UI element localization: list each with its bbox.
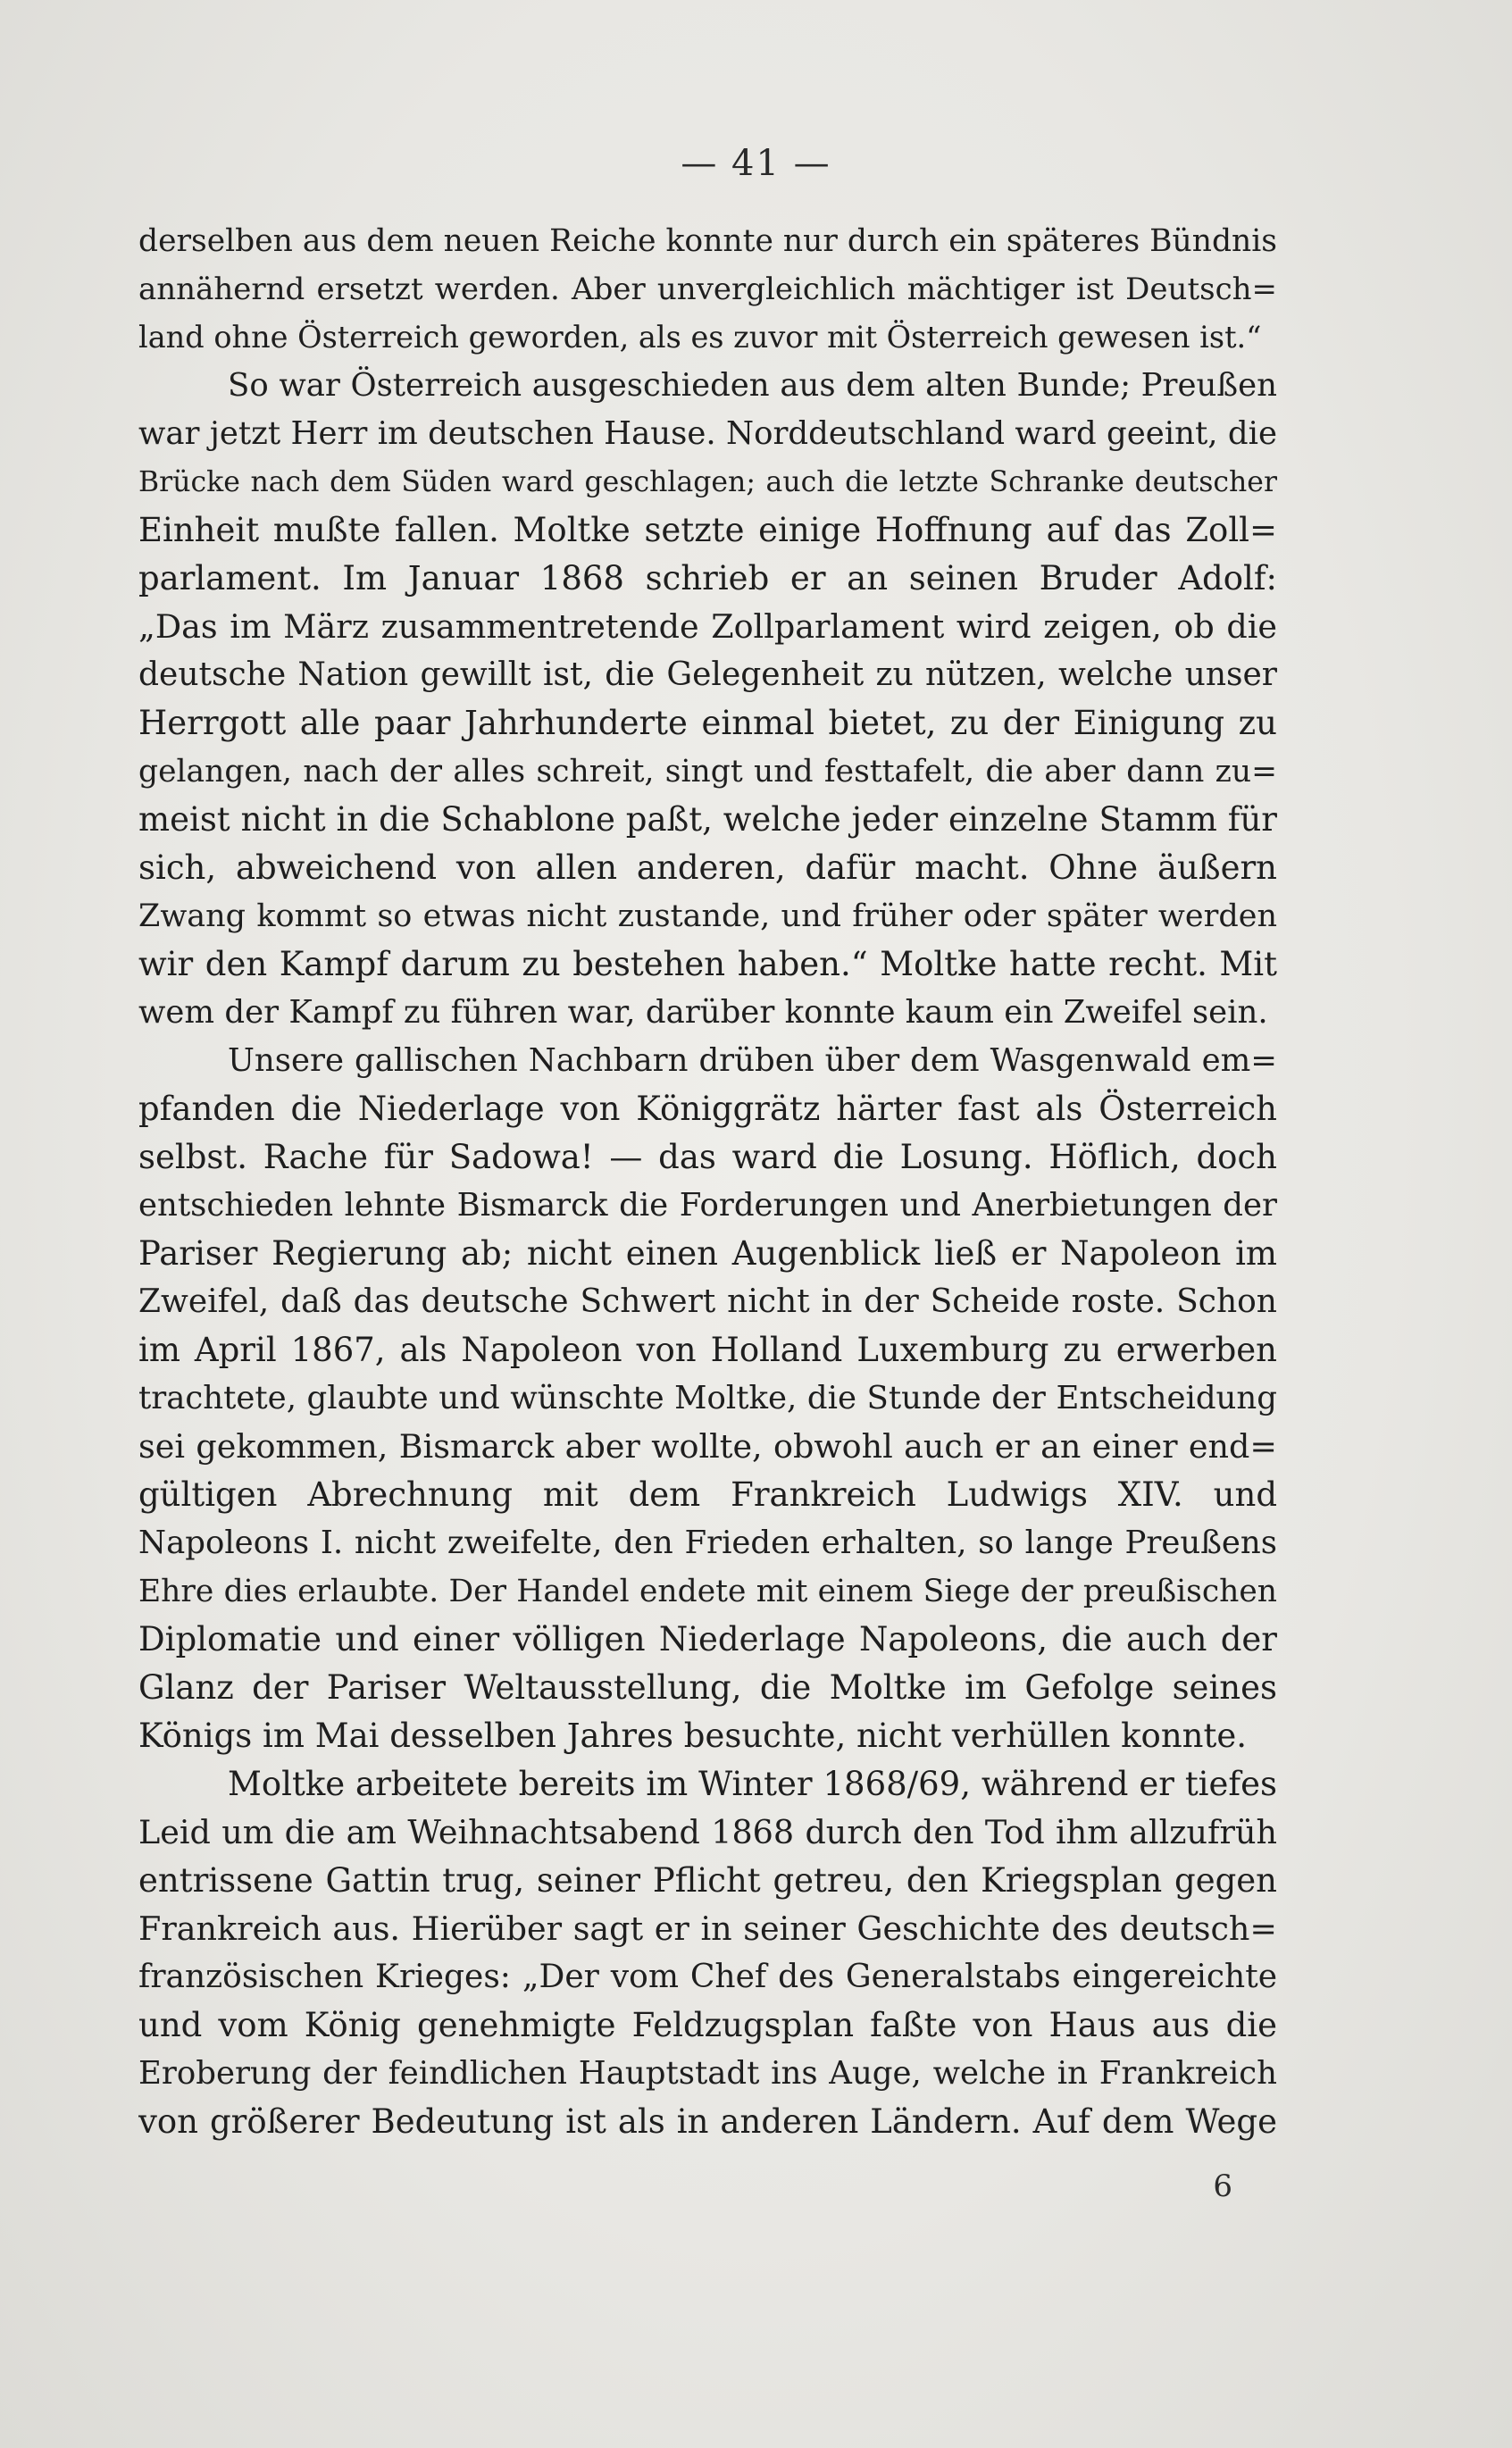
text-line: So war Österreich ausgeschieden aus dem alten Bunde; Preußen: [228, 367, 1277, 404]
text-line: wir den Kampf darum zu bestehen haben.“ Moltke hatte recht. Mit: [138, 945, 1277, 983]
text-line: Einheit mußte fallen. Moltke setzte einige Hoffnung auf das Zoll=: [138, 511, 1277, 549]
text-line: im April 1867, als Napoleon von Holland Luxemburg zu erwerben: [138, 1331, 1277, 1369]
text-line: pfanden die Niederlage von Königgrätz härter fast als Österreich: [138, 1090, 1277, 1128]
text-line: Brücke nach dem Süden ward geschlagen; auch die letzte Schranke deutscher: [138, 466, 1277, 498]
text-line: Leid um die am Weihnachtsabend 1868 durch den Tod ihm allzufrüh: [138, 1813, 1277, 1851]
text-line: parlament. Im Januar 1868 schrieb er an seinen Bruder Adolf:: [138, 559, 1277, 597]
text-line: Moltke arbeitete bereits im Winter 1868/69, während er tiefes: [228, 1765, 1277, 1803]
text-line: „Das im März zusammentretende Zollparlament wird zeigen, ob die: [138, 607, 1277, 646]
text-line: sei gekommen, Bismarck aber wollte, obwohl auch er an einer end=: [138, 1427, 1277, 1466]
text-line: Napoleons I. nicht zweifelte, den Frieden erhalten, so lange Preußens: [138, 1525, 1277, 1561]
text-line: Glanz der Pariser Weltausstellung, die Moltke im Gefolge seines: [138, 1668, 1277, 1707]
text-line: gelangen, nach der alles schreit, singt und festtafelt, die aber dann zu=: [138, 754, 1277, 790]
text-line: Frankreich aus. Hierüber sagt er in seiner Geschichte des deutsch=: [138, 1909, 1277, 1948]
text-line: von größerer Bedeutung ist als in anderen Ländern. Auf dem Wege: [138, 2102, 1277, 2141]
text-line: Eroberung der feindlichen Hauptstadt ins Auge, welche in Frankreich: [138, 2055, 1277, 2092]
text-line: und vom König genehmigte Feldzugsplan faßte von Haus aus die: [138, 2006, 1277, 2044]
text-line: Herrgott alle paar Jahrhunderte einmal bietet, zu der Einigung zu: [138, 704, 1277, 742]
text-line: trachtete, glaubte und wünschte Moltke, die Stunde der Entscheidung: [138, 1380, 1277, 1416]
text-line: Diplomatie und einer völligen Niederlage Napoleons, die auch der: [138, 1620, 1277, 1658]
text-line: land ohne Österreich geworden, als es zuvor mit Österreich gewesen ist.“: [138, 320, 1262, 355]
text-line: war jetzt Herr im deutschen Hause. Norddeutschland ward geeint, die: [138, 415, 1277, 452]
text-line: entrissene Gattin trug, seiner Pflicht getreu, den Kriegsplan gegen: [138, 1861, 1277, 1900]
text-line: annähernd ersetzt werden. Aber unvergleichlich mächtiger ist Deutsch=: [138, 272, 1277, 307]
text-line: Pariser Regierung ab; nicht einen Augenblick ließ er Napoleon im: [138, 1234, 1277, 1273]
text-line: wem der Kampf zu führen war, darüber konnte kaum ein Zweifel sein.: [138, 994, 1268, 1031]
text-line: selbst. Rache für Sadowa! — das ward die Losung. Höflich, doch: [138, 1138, 1277, 1176]
text-line: meist nicht in die Schablone paßt, welche jeder einzelne Stamm für: [138, 800, 1277, 839]
text-line: Unsere gallischen Nachbarn drüben über dem Wasgenwald em=: [228, 1042, 1277, 1079]
text-line: deutsche Nation gewillt ist, die Gelegenheit zu nützen, welche unser: [138, 656, 1277, 693]
text-line: Ehre dies erlaubte. Der Handel endete mit einem Siege der preußischen: [138, 1574, 1277, 1609]
text-line: Zwang kommt so etwas nicht zustande, und früher oder später werden: [138, 898, 1277, 934]
text-line: Zweifel, daß das deutsche Schwert nicht in der Scheide roste. Schon: [138, 1283, 1277, 1320]
text-line: französischen Krieges: „Der vom Chef des Generalstabs eingereichte: [138, 1959, 1277, 1995]
text-line: sich, abweichend von allen anderen, dafür macht. Ohne äußern: [138, 848, 1277, 887]
body-text: [138, 217, 1277, 2146]
text-line: Königs im Mai desselben Jahres besuchte, nicht verhüllen konnte.: [138, 1717, 1248, 1755]
page-number: — 41 —: [681, 143, 831, 184]
text-line: derselben aus dem neuen Reiche konnte nur durch ein späteres Bündnis: [138, 223, 1277, 259]
signature-mark: 6: [1213, 2168, 1232, 2204]
text-line: entschieden lehnte Bismarck die Forderungen und Anerbietungen der: [138, 1187, 1277, 1224]
text-line: gültigen Abrechnung mit dem Frankreich Ludwigs XIV. und: [138, 1475, 1277, 1514]
